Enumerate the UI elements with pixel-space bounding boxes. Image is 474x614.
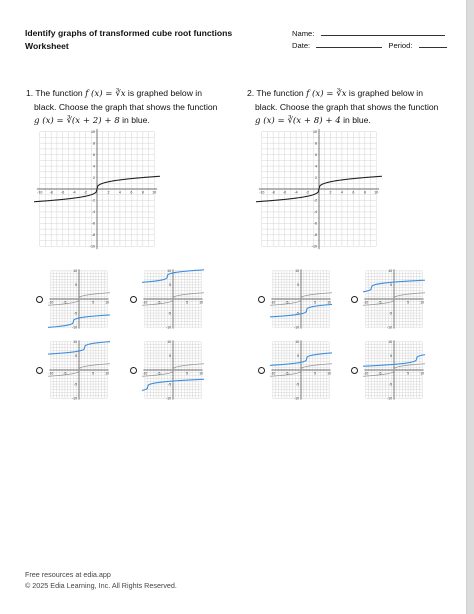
- y-tick-label: -4: [91, 210, 95, 215]
- question-1-text: [26, 87, 217, 128]
- x-tick-label: -6: [283, 190, 287, 195]
- x-tick-label: 8: [141, 190, 144, 195]
- x-tick-label: 5: [314, 300, 317, 305]
- x-tick-label: -10: [270, 300, 276, 305]
- q1-line2: black. Choose the graph that shows the function: [34, 102, 218, 112]
- x-tick-label: 6: [130, 190, 133, 195]
- x-tick-label: 10: [420, 371, 425, 376]
- y-tick-label: 5: [297, 283, 299, 288]
- q1-line1-b: is graphed below in: [125, 88, 202, 98]
- q1-option-d-radio[interactable]: [130, 367, 137, 374]
- q2-g-expression: g (x) = ∛(x + 8) + 4: [255, 116, 341, 126]
- name-field[interactable]: [292, 29, 445, 38]
- y-tick-label: -5: [167, 311, 171, 316]
- q2-option-c-radio[interactable]: [258, 367, 265, 374]
- x-tick-label: -8: [49, 190, 53, 195]
- y-tick-label: -5: [73, 311, 77, 316]
- y-tick-label: 10: [91, 129, 95, 134]
- y-tick-label: 10: [73, 269, 77, 274]
- y-tick-label: 10: [167, 269, 171, 274]
- y-tick-label: -4: [313, 210, 317, 215]
- x-tick-label: -10: [48, 300, 54, 305]
- x-tick-label: -6: [61, 190, 65, 195]
- x-tick-label: -5: [157, 300, 161, 305]
- y-tick-label: 2: [315, 175, 317, 180]
- date-blank[interactable]: [316, 41, 382, 48]
- x-tick-label: -4: [72, 190, 76, 195]
- x-tick-label: 5: [186, 300, 189, 305]
- y-tick-label: 5: [169, 354, 171, 359]
- x-tick-label: 10: [327, 300, 332, 305]
- x-tick-label: -10: [259, 190, 265, 195]
- q2-option-c-graph[interactable]: [270, 339, 332, 401]
- x-tick-label: -8: [271, 190, 275, 195]
- y-tick-label: -10: [89, 244, 95, 249]
- y-tick-label: -8: [313, 233, 317, 238]
- x-tick-label: 5: [314, 371, 317, 376]
- x-tick-label: -10: [363, 371, 369, 376]
- title-line-2: Worksheet: [25, 41, 69, 51]
- q1-option-a-radio[interactable]: [36, 296, 43, 303]
- x-tick-label: 10: [199, 300, 204, 305]
- y-tick-label: 10: [167, 340, 171, 345]
- x-tick-label: -2: [305, 190, 310, 195]
- y-tick-label: 4: [315, 164, 317, 169]
- q2-option-d-radio[interactable]: [351, 367, 358, 374]
- footer-resources: Free resources at edia.app: [25, 570, 111, 579]
- y-tick-label: -10: [294, 325, 299, 330]
- y-tick-label: 5: [390, 354, 392, 359]
- x-tick-label: -5: [378, 300, 382, 305]
- q1-option-c-radio[interactable]: [36, 367, 43, 374]
- worksheet-title: [25, 27, 232, 53]
- y-tick-label: 5: [297, 354, 299, 359]
- y-tick-label: 6: [93, 152, 95, 157]
- x-tick-label: 10: [105, 371, 110, 376]
- y-tick-label: -10: [294, 396, 299, 401]
- x-tick-label: 6: [352, 190, 355, 195]
- x-tick-label: 5: [92, 300, 95, 305]
- y-tick-label: -5: [73, 382, 77, 387]
- y-tick-label: 10: [388, 340, 392, 345]
- x-tick-label: -2: [83, 190, 88, 195]
- y-tick-label: 8: [315, 141, 317, 146]
- y-tick-label: -10: [387, 325, 392, 330]
- q1-base-graph: [34, 126, 160, 252]
- x-tick-label: 5: [92, 371, 95, 376]
- period-blank[interactable]: [419, 41, 447, 48]
- y-tick-label: 5: [169, 283, 171, 288]
- title-line-1: Identify graphs of transformed cube root functions: [25, 28, 233, 38]
- x-tick-label: 10: [374, 190, 379, 195]
- y-tick-label: 5: [390, 283, 392, 288]
- x-tick-label: -5: [63, 300, 67, 305]
- q1-f-expression: f (x) = ∛x: [85, 89, 126, 99]
- y-tick-label: -5: [295, 311, 299, 316]
- y-tick-label: -5: [295, 382, 299, 387]
- q2-option-b-graph[interactable]: [363, 268, 425, 330]
- name-label: Name:: [292, 29, 315, 38]
- y-tick-label: -10: [387, 396, 392, 401]
- x-tick-label: 4: [118, 190, 121, 195]
- x-tick-label: 2: [107, 190, 110, 195]
- footer: [25, 569, 177, 591]
- y-tick-label: 5: [75, 283, 77, 288]
- q1-option-b-graph[interactable]: [142, 268, 204, 330]
- question-2-text: [247, 87, 438, 128]
- q2-option-b-radio[interactable]: [351, 296, 358, 303]
- y-tick-label: 10: [313, 129, 317, 134]
- x-tick-label: 5: [186, 371, 189, 376]
- x-tick-label: -5: [285, 371, 289, 376]
- page-edge: [466, 0, 474, 614]
- x-tick-label: 8: [363, 190, 366, 195]
- y-tick-label: -2: [313, 198, 317, 203]
- y-tick-label: -10: [311, 244, 317, 249]
- y-tick-label: 10: [388, 269, 392, 274]
- period-label: Period:: [388, 41, 413, 50]
- y-tick-label: -10: [166, 325, 171, 330]
- q2-option-a-radio[interactable]: [258, 296, 265, 303]
- date-label: Date:: [292, 41, 311, 50]
- x-tick-label: 5: [407, 300, 410, 305]
- y-tick-label: -5: [388, 382, 392, 387]
- x-tick-label: -10: [37, 190, 43, 195]
- q2-line1-b: is graphed below in: [346, 88, 423, 98]
- question-1-number: 1.: [26, 88, 34, 98]
- footer-copyright: © 2025 Edia Learning, Inc. All Rights Reserved.: [25, 581, 177, 590]
- x-tick-label: 5: [407, 371, 410, 376]
- x-tick-label: -10: [142, 300, 148, 305]
- q1-g-expression: g (x) = ∛(x + 2) + 8: [34, 116, 120, 126]
- q2-option-d-graph[interactable]: [363, 339, 425, 401]
- question-2-number: 2.: [247, 88, 255, 98]
- y-tick-label: 4: [93, 164, 95, 169]
- q1-option-a-graph[interactable]: [48, 268, 110, 330]
- y-tick-label: -8: [91, 233, 95, 238]
- y-tick-label: 10: [73, 340, 77, 345]
- q2-option-a-graph[interactable]: [270, 268, 332, 330]
- y-tick-label: 5: [75, 354, 77, 359]
- q1-line3-b: in blue.: [119, 115, 150, 125]
- q1-option-b-radio[interactable]: [130, 296, 137, 303]
- x-tick-label: 10: [420, 300, 425, 305]
- x-tick-label: -10: [363, 300, 369, 305]
- y-tick-label: -10: [72, 325, 77, 330]
- y-tick-label: -6: [313, 221, 317, 226]
- q2-line3-b: in blue.: [340, 115, 371, 125]
- x-tick-label: -5: [285, 300, 289, 305]
- name-blank[interactable]: [321, 29, 445, 36]
- x-tick-label: -4: [294, 190, 298, 195]
- q2-base-graph: [256, 126, 382, 252]
- y-tick-label: -5: [388, 311, 392, 316]
- y-tick-label: 10: [295, 269, 299, 274]
- y-tick-label: -10: [166, 396, 171, 401]
- x-tick-label: 10: [152, 190, 157, 195]
- q1-option-d-graph[interactable]: [142, 339, 204, 401]
- x-tick-label: -5: [157, 371, 161, 376]
- x-tick-label: -5: [378, 371, 382, 376]
- y-tick-label: -6: [91, 221, 95, 226]
- x-tick-label: -10: [270, 371, 276, 376]
- y-tick-label: -10: [72, 396, 77, 401]
- y-tick-label: 8: [93, 141, 95, 146]
- date-period-row: [292, 41, 447, 50]
- q2-f-expression: f (x) = ∛x: [306, 89, 347, 99]
- y-tick-label: 10: [295, 340, 299, 345]
- y-tick-label: -5: [167, 382, 171, 387]
- q2-line1-a: The function: [256, 88, 307, 98]
- x-tick-label: 10: [199, 371, 204, 376]
- x-tick-label: -10: [142, 371, 148, 376]
- q2-line2: black. Choose the graph that shows the function: [255, 102, 439, 112]
- q1-line1-a: The function: [35, 88, 86, 98]
- y-tick-label: 6: [315, 152, 317, 157]
- y-tick-label: -2: [91, 198, 95, 203]
- y-tick-label: 2: [93, 175, 95, 180]
- x-tick-label: 4: [340, 190, 343, 195]
- q1-option-c-graph[interactable]: [48, 339, 110, 401]
- x-tick-label: 10: [105, 300, 110, 305]
- x-tick-label: -5: [63, 371, 67, 376]
- x-tick-label: -10: [48, 371, 54, 376]
- x-tick-label: 10: [327, 371, 332, 376]
- x-tick-label: 2: [329, 190, 332, 195]
